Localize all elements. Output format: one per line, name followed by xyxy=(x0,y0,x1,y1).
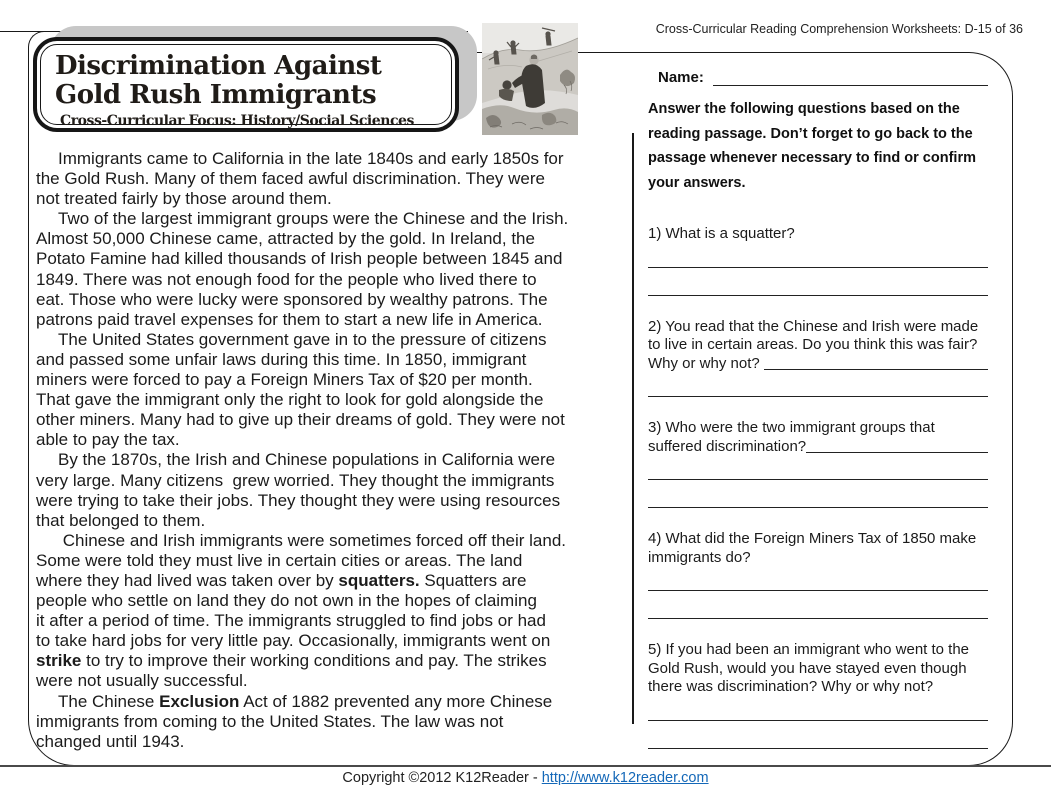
name-label: Name: xyxy=(658,69,704,86)
passage-line: other miners. Many had to give up their dreams of gold. They were not xyxy=(36,410,565,430)
passage-line: Immigrants came to California in the late 1840s and early 1850s for xyxy=(58,149,564,168)
copyright-footer xyxy=(0,770,1051,786)
answer-blank-line xyxy=(648,246,988,268)
answer-blank-inline xyxy=(764,355,988,371)
page-title-line2: Gold Rush Immigrants xyxy=(55,79,377,110)
question-text-line: there was discrimination? Why or why not? xyxy=(648,678,934,695)
answer-blank-line xyxy=(648,597,988,619)
answer-blank-line xyxy=(648,486,988,508)
question-text-line: Gold Rush, would you have stayed even though xyxy=(648,659,967,677)
question-block xyxy=(648,318,988,398)
passage-line: not treated fairly by those around them. xyxy=(36,189,332,209)
question-text-line: to live in certain areas. Do you think this was fair? xyxy=(648,336,978,353)
passage-line: very large. Many citizens grew worried. They thought the immigrants xyxy=(36,470,555,490)
answer-blank-line xyxy=(648,375,988,397)
passage-line: to take hard jobs for very little pay. Occasionally, immigrants went on xyxy=(36,631,551,651)
question-block xyxy=(648,225,988,296)
question-text-line: 4) What did the Foreign Miners Tax of 1850 make xyxy=(648,530,977,547)
column-divider xyxy=(632,133,634,724)
worksheet-series-label: Cross-Curricular Reading Comprehension Worksheets: D-15 of 36 xyxy=(655,22,1023,36)
answer-blank-line xyxy=(648,274,988,296)
passage-line: 1849. There was not enough food for the people who lived there to xyxy=(36,269,537,289)
question-text-line: 1) What is a squatter? xyxy=(648,225,795,242)
passage-line: immigrants from coming to the United States. The law was not xyxy=(36,711,504,731)
passage-line: were not usually successful. xyxy=(36,671,248,691)
passage-line: were trying to take their jobs. They thought they were using resources xyxy=(36,490,561,510)
passage-line: people who settle on land they do not own in the hopes of claiming xyxy=(36,591,537,611)
passage-line: eat. Those who were lucky were sponsored by wealthy patrons. The xyxy=(36,289,548,309)
page-title-line1: Discrimination Against xyxy=(55,51,382,81)
passage-line: The Chinese Exclusion Act of 1882 prevented any more Chinese xyxy=(58,691,553,711)
k12reader-link[interactable]: http://www.k12reader.com xyxy=(541,770,709,786)
passage-text xyxy=(36,149,614,752)
passage-line: Two of the largest immigrant groups were the Chinese and the Irish. xyxy=(58,209,569,229)
copyright-text: Copyright ©2012 K12Reader - xyxy=(342,770,542,786)
answer-blank-line xyxy=(648,458,988,480)
passage-line: That gave the immigrant only the right to look for gold alongside the xyxy=(36,390,544,410)
questions xyxy=(648,225,988,749)
passage-line: Potato Famine had killed thousands of Irish people between 1845 and xyxy=(36,249,563,269)
question-block xyxy=(648,419,988,508)
passage-line: The United States government gave in to the pressure of citizens xyxy=(58,329,547,349)
answer-blank-line xyxy=(648,699,988,721)
footer-separator-line xyxy=(0,765,1051,767)
passage-line: the Gold Rush. Many of them faced awful discrimination. They were xyxy=(36,169,545,189)
passage-line: changed until 1943. xyxy=(36,731,185,751)
question-text-line: immigrants do? xyxy=(648,548,751,566)
answer-blank-line xyxy=(648,727,988,749)
title-box-inner-border xyxy=(40,44,452,129)
question-block xyxy=(648,641,988,749)
question-text-line: 5) If you had been an immigrant who went to the xyxy=(648,641,970,658)
passage-line: patrons paid travel expenses for them to start a new life in America. xyxy=(36,309,543,329)
answer-blank-line xyxy=(648,569,988,591)
answer-column xyxy=(648,64,988,749)
question-text-line: 2) You read that the Chinese and Irish were made xyxy=(648,317,979,335)
passage-line: strike to try to improve their working conditions and pay. The strikes xyxy=(36,651,547,671)
passage-line: miners were forced to pay a Foreign Miners Tax of $20 per month. xyxy=(36,370,533,390)
title-box xyxy=(33,37,459,132)
passage-line: where they had lived was taken over by squatters. Squatters are xyxy=(36,570,527,590)
passage-line: By the 1870s, the Irish and Chinese populations in California were xyxy=(58,450,556,470)
question-block xyxy=(648,530,988,619)
answer-blank-inline xyxy=(806,438,988,454)
passage-line: that belonged to them. xyxy=(36,510,206,530)
question-text-line: suffered discrimination? xyxy=(648,438,988,457)
passage-line: and passed some unfair laws during this time. In 1850, immigrant xyxy=(36,349,527,369)
passage-line: Chinese and Irish immigrants were sometimes forced off their land. xyxy=(58,530,567,550)
name-row xyxy=(648,64,988,86)
passage-line: Almost 50,000 Chinese came, attracted by the gold. In Ireland, the xyxy=(36,229,535,249)
name-blank-line xyxy=(713,68,988,86)
question-text-line: 3) Who were the two immigrant groups that xyxy=(648,419,935,436)
passage-line: it after a period of time. The immigrants struggled to find jobs or had xyxy=(36,611,546,631)
instructions-text: Answer the following questions based on the reading passage. Don’t forget to go back to the passage whenever necessary to find or confirm your answers. xyxy=(648,101,976,191)
passage-line: Some were told they must live in certain cities or areas. The land xyxy=(36,550,523,570)
passage-line: able to pay the tax. xyxy=(36,430,180,450)
gold-rush-illustration xyxy=(482,23,578,135)
question-text-line: Why or why not? xyxy=(648,355,988,374)
cross-curricular-focus: Cross-Curricular Focus: History/Social Sciences xyxy=(60,113,414,129)
